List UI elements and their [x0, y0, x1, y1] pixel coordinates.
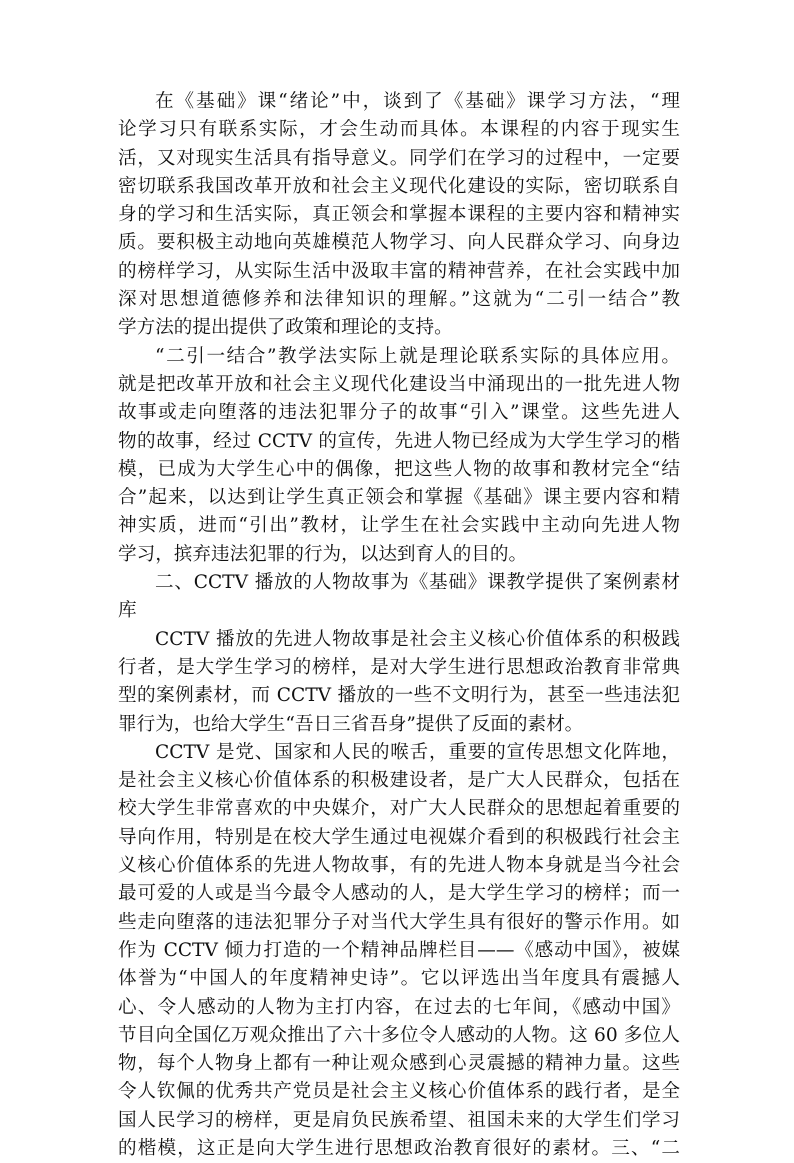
text-line: 身的学习和生活实际，真正领会和掌握本课程的主要内容和精神实 [118, 204, 680, 226]
text-line: 模，已成为大学生心中的偶像，把这些人物的故事和教材完全“结 [118, 458, 680, 480]
text-line: CCTV 播放的先进人物故事是社会主义核心价值体系的积极践 [155, 628, 680, 650]
text-line: 导向作用，特别是在校大学生通过电视媒介看到的积极践行社会主 [118, 826, 680, 848]
text-line: 深对思想道德修养和法律知识的理解。”这就为“二引一结合”教 [118, 289, 680, 311]
text-line: 二、CCTV 播放的人物故事为《基础》课教学提供了案例素材 [155, 572, 680, 594]
text-line: 令人钦佩的优秀共产党员是社会主义核心价值体系的践行者，是全 [118, 1081, 680, 1103]
text-line: 的榜样学习，从实际生活中汲取丰富的精神营养，在社会实践中加 [118, 260, 680, 282]
text-line: 质。要积极主动地向英雄模范人物学习、向人民群众学习、向身边 [118, 232, 680, 254]
text-line: 作为 CCTV 倾力打造的一个精神品牌栏目——《感动中国》，被媒 [118, 939, 680, 961]
document-page [118, 88, 680, 1163]
text-line: 行者，是大学生学习的榜样，是对大学生进行思想政治教育非常典 [118, 656, 680, 678]
text-line: “二引一结合”教学法实际上就是理论联系实际的具体应用。 [155, 345, 680, 367]
text-line: 物的故事，经过 CCTV 的宣传，先进人物已经成为大学生学习的楷 [118, 430, 680, 452]
text-line: 心、令人感动的人物为主打内容，在过去的七年间，《感动中国》 [118, 996, 680, 1018]
text-line: 物，每个人物身上都有一种让观众感到心灵震撼的精神力量。这些 [118, 1053, 680, 1075]
text-line: 活，又对现实生活具有指导意义。同学们在学习的过程中，一定要 [118, 147, 680, 169]
text-line: 的楷模，这正是向大学生进行思想政治教育很好的素材。三、“二 [118, 1137, 680, 1159]
text-line: 节目向全国亿万观众推出了六十多位令人感动的人物。这 60 多位人 [118, 1024, 680, 1046]
text-line: 最可爱的人或是当今最令人感动的人，是大学生学习的榜样；而一 [118, 883, 680, 905]
text-line: 国人民学习的榜样，更是肩负民族希望、祖国未来的大学生们学习 [118, 1109, 680, 1131]
text-line: 学方法的提出提供了政策和理论的支持。 [118, 317, 453, 339]
text-line: CCTV 是党、国家和人民的喉舌，重要的宣传思想文化阵地， [155, 741, 680, 763]
text-line: 体誉为“中国人的年度精神史诗”。它以评选出当年度具有震撼人 [118, 968, 680, 990]
text-line: 神实质，进而“引出”教材，让学生在社会实践中主动向先进人物 [118, 515, 680, 537]
text-line: 学习，摈弃违法犯罪的行为，以达到育人的目的。 [118, 543, 528, 565]
text-line: 罪行为，也给大学生“吾日三省吾身”提供了反面的素材。 [118, 713, 584, 735]
text-line: 合”起来，以达到让学生真正领会和掌握《基础》课主要内容和精 [118, 487, 680, 509]
text-line: 论学习只有联系实际，才会生动而具体。本课程的内容于现实生 [118, 119, 680, 141]
text-line: 故事或走向堕落的违法犯罪分子的故事“引入”课堂。这些先进人 [118, 402, 680, 424]
text-line: 在《基础》课“绪论”中，谈到了《基础》课学习方法，“理 [155, 91, 680, 112]
text-line: 义核心价值体系的先进人物故事，有的先进人物本身就是当今社会 [118, 855, 680, 877]
text-line: 就是把改革开放和社会主义现代化建设当中涌现出的一批先进人物 [118, 373, 680, 395]
text-line: 型的案例素材，而 CCTV 播放的一些不文明行为，甚至一些违法犯 [118, 685, 680, 707]
text-line: 些走向堕落的违法犯罪分子对当代大学生具有很好的警示作用。如 [118, 911, 680, 933]
text-line: 校大学生非常喜欢的中央媒介，对广大人民群众的思想起着重要的 [118, 798, 680, 820]
text-line: 库 [118, 600, 137, 622]
text-line: 密切联系我国改革开放和社会主义现代化建设的实际，密切联系自 [118, 175, 680, 197]
text-line: 是社会主义核心价值体系的积极建设者，是广大人民群众，包括在 [118, 770, 680, 792]
